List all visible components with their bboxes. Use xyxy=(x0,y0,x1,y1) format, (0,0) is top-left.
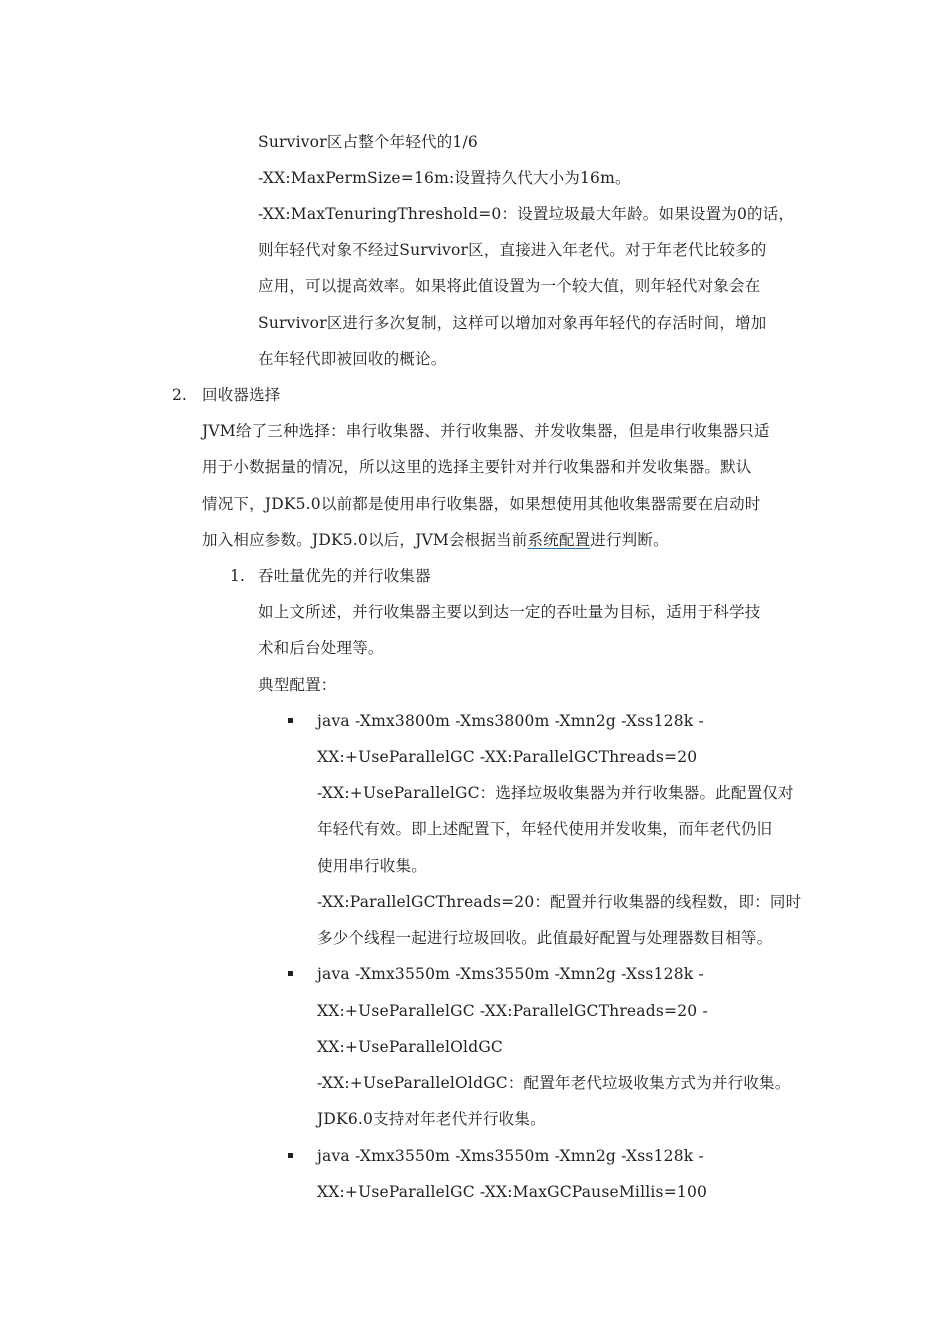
body-line: 术和后台处理等。 xyxy=(258,639,384,657)
bullet-icon xyxy=(288,1153,293,1158)
body-line: Survivor区进行多次复制，这样可以增加对象再年轻代的存活时间，增加 xyxy=(258,314,767,332)
section-number: 2. xyxy=(172,386,187,404)
body-text: 加入相应参数。JDK5.0以后，JVM会根据当前 xyxy=(202,531,528,549)
body-line: 如上文所述，并行收集器主要以到达一定的吞吐量为目标，适用于科学技 xyxy=(258,603,761,621)
body-line: 用于小数据量的情况，所以这里的选择主要针对并行收集器和并发收集器。默认 xyxy=(202,458,752,476)
body-line: JDK6.0支持对年老代并行收集。 xyxy=(317,1110,546,1128)
body-line xyxy=(202,530,669,550)
body-line: 典型配置： xyxy=(258,676,337,694)
body-line: Survivor区占整个年轻代的1/6 xyxy=(258,133,478,151)
system-config-link[interactable]: 系统配置 xyxy=(527,531,591,549)
subsection-number: 1. xyxy=(230,567,245,585)
body-line: 年轻代有效。即上述配置下，年轻代使用并发收集，而年老代仍旧 xyxy=(317,820,773,838)
body-line: 多少个线程一起进行垃圾回收。此值最好配置与处理器数目相等。 xyxy=(317,929,773,947)
body-line: -XX:+UseParallelGC：选择垃圾收集器为并行收集器。此配置仅对 xyxy=(317,784,794,802)
body-line: 使用串行收集。 xyxy=(317,857,427,875)
body-line: JVM给了三种选择：串行收集器、并行收集器、并发收集器，但是串行收集器只适 xyxy=(202,422,770,440)
bullet-icon xyxy=(288,971,293,976)
body-line: -XX:MaxTenuringThreshold=0：设置垃圾最大年龄。如果设置为0的话， xyxy=(258,205,795,223)
section-heading: 回收器选择 xyxy=(202,386,281,404)
body-text: 进行判断。 xyxy=(590,531,669,549)
body-line: -XX:ParallelGCThreads=20：配置并行收集器的线程数，即：同时 xyxy=(317,893,802,911)
config-line: java -Xmx3550m -Xms3550m -Xmn2g -Xss128k - xyxy=(317,965,704,983)
body-line: 情况下，JDK5.0以前都是使用串行收集器，如果想使用其他收集器需要在启动时 xyxy=(202,495,761,513)
body-line: 则年轻代对象不经过Survivor区，直接进入年老代。对于年老代比较多的 xyxy=(258,241,767,259)
config-line: java -Xmx3800m -Xms3800m -Xmn2g -Xss128k - xyxy=(317,712,704,730)
body-line: -XX:MaxPermSize=16m:设置持久代大小为16m。 xyxy=(258,169,631,187)
body-line: 应用，可以提高效率。如果将此值设置为一个较大值，则年轻代对象会在 xyxy=(258,277,761,295)
subsection-heading: 吞吐量优先的并行收集器 xyxy=(258,567,431,585)
body-line: -XX:+UseParallelOldGC：配置年老代垃圾收集方式为并行收集。 xyxy=(317,1074,791,1092)
config-line: XX:+UseParallelGC -XX:ParallelGCThreads=20 - xyxy=(317,1002,708,1020)
config-line: XX:+UseParallelGC -XX:MaxGCPauseMillis=100 xyxy=(317,1183,708,1201)
config-line: XX:+UseParallelGC -XX:ParallelGCThreads=20 xyxy=(317,748,698,766)
bullet-icon xyxy=(288,718,293,723)
body-line: 在年轻代即被回收的概论。 xyxy=(258,350,447,368)
config-line: XX:+UseParallelOldGC xyxy=(317,1038,503,1056)
config-line: java -Xmx3550m -Xms3550m -Xmn2g -Xss128k - xyxy=(317,1147,704,1165)
